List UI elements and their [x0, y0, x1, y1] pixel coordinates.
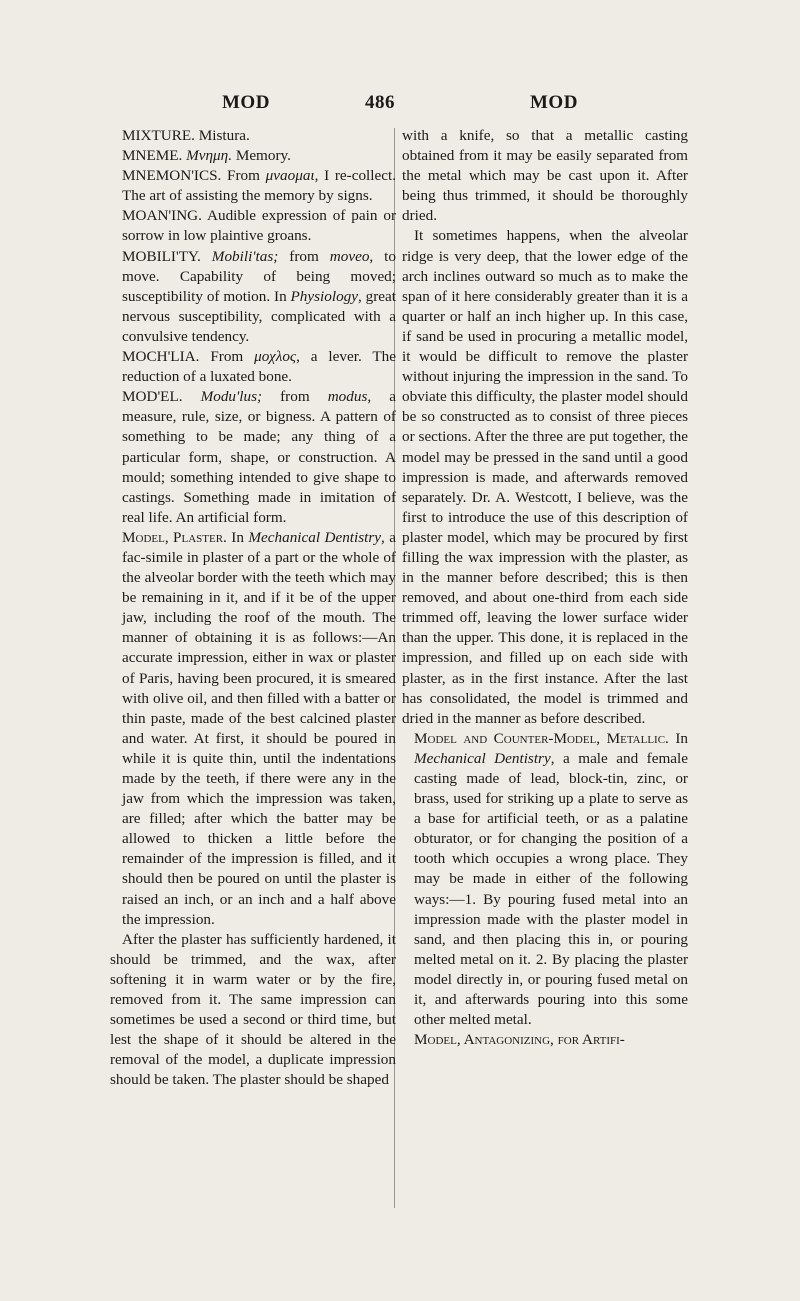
header-left-guide-word: MOD — [222, 92, 270, 113]
running-header — [110, 92, 710, 122]
entry-model-plaster: Model, Plaster. In Mechanical Dentistry, a fac-simile in plaster of a part or the whole of the alveolar border with the teeth which may be remaining in it, and if it be of the upper jaw, including the roof of the mouth. The manner of obtaining it is as follows:—An accurate impression, either in wax or plaster of Paris, having been procured, it is smeared with olive oil, and then filled with a batter or thin paste, made of the best calcined plaster and water. At first, it should be poured in while it is quite thin, until the indentations made by the teeth, if there were any in the jaw from which the impression was taken, are filled; after which the batter may be allowed to thicken a little before the remainder of the impression is filled, and it should then be poured on until the plaster is raised an inch, or an inch and a half above the impression. — [122, 528, 396, 928]
entry-model-antagonizing: Model, Antagonizing, for Artifi- — [414, 1031, 625, 1049]
entry-mobility: MOBILI'TY. Mobili'tas; from moveo, to move. Capability of being moved; susceptibility of motion. In Physiology, great nervous susceptibility, complicated with a convulsive tendency. — [122, 247, 396, 345]
entry-mnemonics: MNEMON'ICS. From μνaoμaι, I re-collect. The art of assisting the memory by signs. — [122, 167, 396, 205]
left-column — [110, 126, 396, 1091]
right-column — [402, 126, 688, 1050]
header-right-guide-word: MOD — [530, 92, 578, 113]
continued-paragraph: with a knife, so that a metallic casting obtained from it may be easily separated from the metal which may be cast upon it. After being thus trimmed, it should be thoroughly dried. — [402, 127, 688, 225]
entry-model-metallic: Model and Counter-Model, Metallic. In Mechanical Dentistry, a male and female casting made of lead, block-tin, zinc, or brass, used for striking up a plate to serve as a base for artificial teeth, or as a palatine obturator, or for changing the position of a tooth which occupies a wrong place. They may be made in either of the following ways:—1. By pouring fused metal into an impression made with the plaster model in sand, and then placing this in, or pouring melted metal on it. 2. By placing the plaster model directly in, or pouring fused metal on it, and afterwards pouring into this some other melted metal. — [414, 729, 689, 1029]
entry-mixture: MIXTURE. Mistura. — [122, 127, 250, 144]
entry-mneme: MNEME. Μνημη. Memory. — [122, 147, 291, 165]
entry-model: MOD'EL. Modu'lus; from modus, a measure, rule, size, or bigness. A pattern of something to be made; any thing of a particular form, shape, or construction. A mould; something intended to give shape to castings. Something made in imitation of real life. An artificial form. — [122, 388, 396, 526]
entry-moaning: MOAN'ING. Audible expression of pain or sorrow in low plaintive groans. — [122, 207, 396, 245]
entry-mochlia: MOCH'LIA. From μοχλος, a lever. The reduction of a luxated bone. — [122, 348, 396, 386]
page-number: 486 — [365, 92, 395, 113]
paragraph-after-plaster: After the plaster has sufficiently hardened, it should be trimmed, and the wax, after softening it in warm water or by the fire, removed from it. The same impression can sometimes be used a second or third time, but lest the shape of it should be altered in the removal of the model, a duplicate impression should be taken. The plaster should be shaped — [110, 930, 396, 1089]
paragraph-alveolar-ridge: It sometimes happens, when the alveolar ridge is very deep, that the lower edge of the arch inclines outward so much as to make the span of it here considerably greater than it is a quarter or half an inch higher up. In this case, if sand be used in procuring a metallic model, it would be difficult to remove the plaster without injuring the impression in the sand. To obviate this difficulty, the plaster model should be so constructed as to consist of three pieces or sections. After the three are put together, the model may be pressed in the sand until a good impression is made, and afterwards removed separately. Dr. A. Westcott, I believe, was the first to introduce the use of this description of plaster model, which may be procured by first filling the wax impression with the plaster, as in the manner before described; this is then removed, and about one-third from each side trimmed off, leaving the lower surface wider than the upper. This done, it is replaced in the impression, and filled up on each side with plaster, as in the first instance. After the last has consolidated, the model is trimmed and dried in the manner as before described. — [402, 227, 688, 727]
